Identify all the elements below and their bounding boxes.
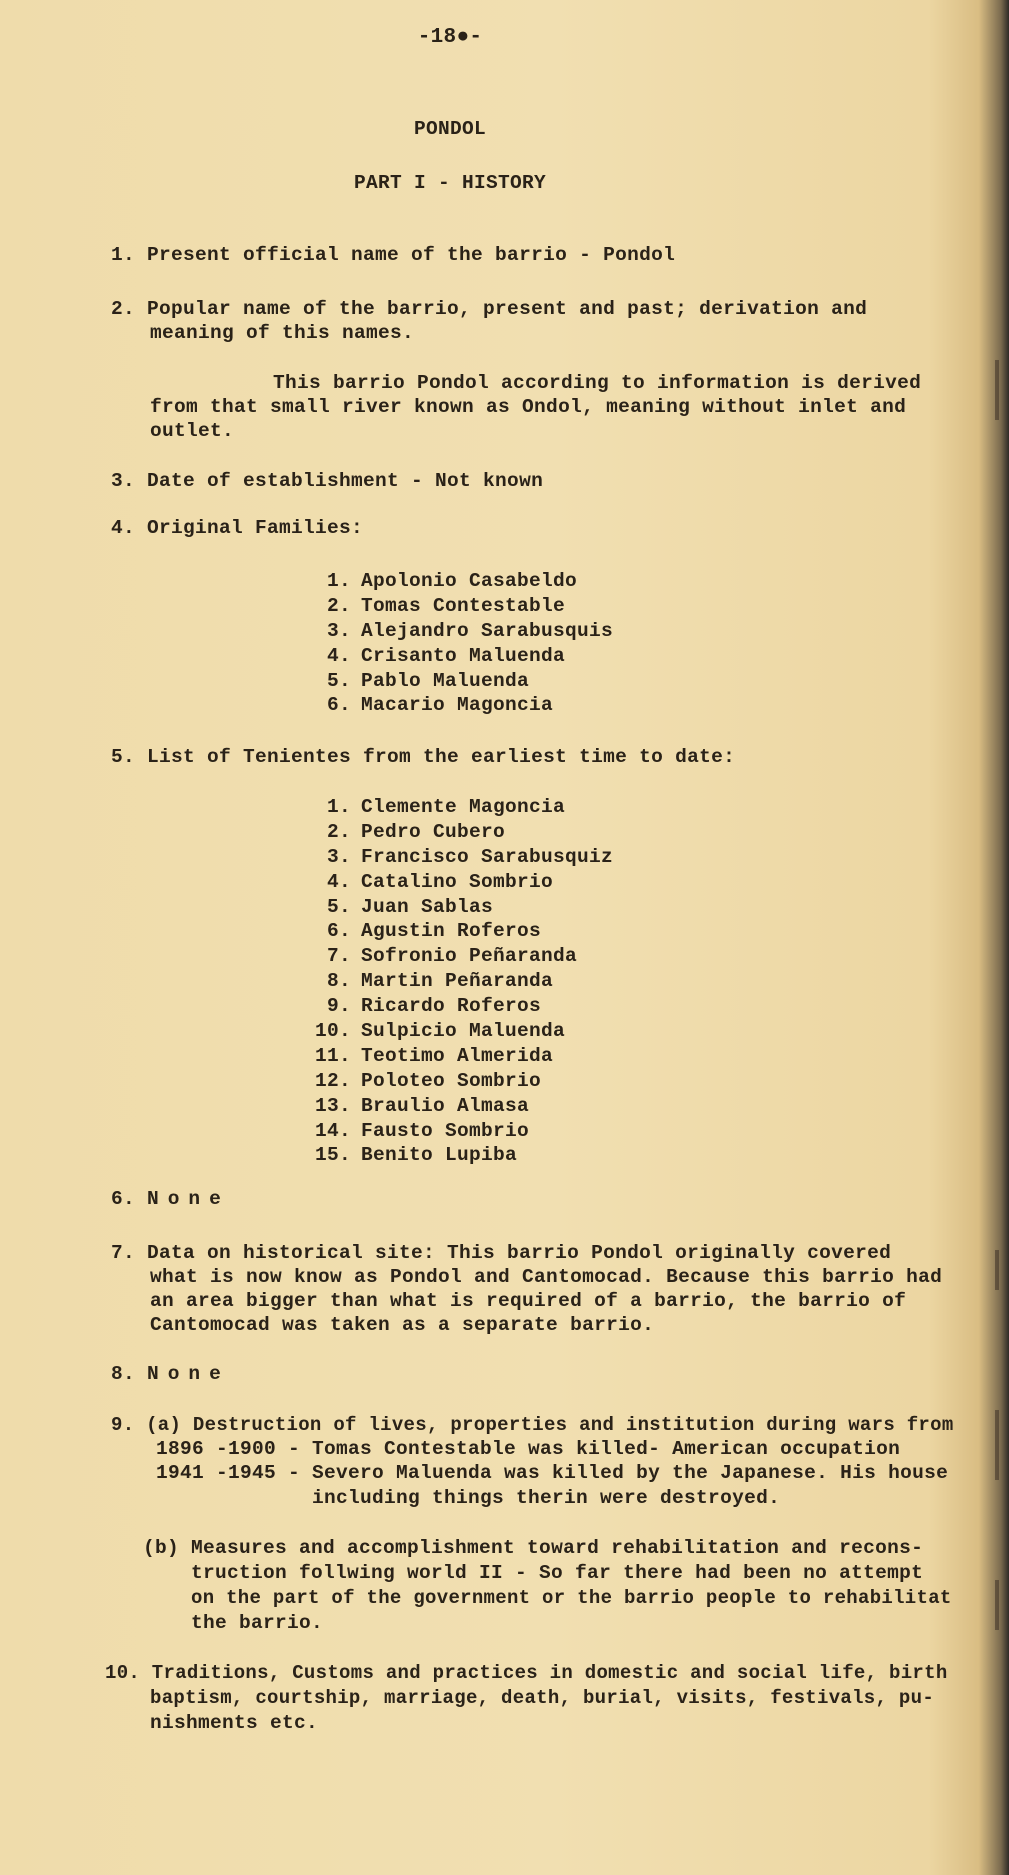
teniente-item-number: 1.: [326, 796, 351, 818]
page-edge-mark: [995, 360, 999, 420]
document-title: PONDOL: [413, 118, 486, 140]
teniente-item-number: 7.: [326, 945, 351, 968]
family-item-name: Macario Magoncia: [361, 694, 554, 717]
item-7-line-3: an area bigger than what is required of a barrio, the barrio of: [150, 1290, 907, 1312]
family-item-number: 4.: [326, 644, 351, 667]
teniente-item-name: Fausto Sombrio: [361, 1119, 530, 1142]
teniente-item: [306, 869, 613, 894]
item-5: 5. List of Tenientes from the earliest time to date:: [111, 746, 736, 768]
family-item: [306, 568, 613, 593]
teniente-item-name: Martin Peñaranda: [361, 970, 554, 993]
teniente-item-name: Benito Lupiba: [361, 1144, 518, 1167]
item-10-line-3: nishments etc.: [150, 1712, 319, 1734]
item-6-text: None: [147, 1188, 230, 1210]
teniente-item: [306, 794, 613, 819]
teniente-item-number: 10.: [314, 1020, 351, 1043]
family-item-number: 6.: [326, 694, 351, 717]
page-edge-mark: [995, 1410, 999, 1480]
teniente-item-name: Poloteo Sombrio: [361, 1069, 542, 1092]
teniente-item: [306, 1043, 613, 1068]
teniente-item: [306, 918, 613, 943]
teniente-item: [306, 819, 613, 844]
family-item-number: 5.: [326, 669, 351, 692]
teniente-item: [306, 1093, 613, 1118]
page-edge-mark: [995, 1580, 999, 1630]
teniente-item-number: 15.: [314, 1144, 351, 1167]
teniente-item: [306, 968, 613, 993]
item-1: 1. Present official name of the barrio - Pondol: [111, 244, 676, 266]
item-9a-line-4: including things therin were destroyed.: [312, 1487, 781, 1509]
item-8-number: 8.: [111, 1363, 136, 1385]
item-7-line-4: Cantomocad was taken as a separate barrio.: [150, 1314, 655, 1336]
family-item-name: Pablo Maluenda: [361, 669, 530, 692]
item-9b-line-4: the barrio.: [191, 1612, 324, 1634]
teniente-item-name: Braulio Almasa: [361, 1094, 530, 1117]
family-item-number: 1.: [326, 570, 351, 592]
page-number: -18●-: [417, 26, 483, 49]
family-item: [306, 668, 613, 693]
teniente-item-number: 11.: [314, 1044, 351, 1067]
item-9a-line-3: 1941 -1945 - Severo Maluenda was killed by the Japanese. His house: [156, 1462, 949, 1484]
teniente-item: [306, 943, 613, 968]
item-9a-line-1: 9. (a) Destruction of lives, properties and institution during wars from: [111, 1414, 954, 1436]
teniente-item: [306, 844, 613, 869]
teniente-item-name: Sofronio Peñaranda: [361, 945, 578, 968]
teniente-item-number: 8.: [326, 970, 351, 993]
teniente-item-number: 5.: [326, 895, 351, 918]
item-9b-line-3: on the part of the government or the barrio people to rehabilitat: [191, 1587, 952, 1609]
item-9b-line-1: (b) Measures and accomplishment toward rehabilitation and recons-: [143, 1537, 924, 1559]
family-item: [306, 618, 613, 643]
teniente-item-name: Juan Sablas: [361, 895, 494, 918]
item-2-paragraph-line-1: This barrio Pondol according to information is derived: [273, 372, 922, 394]
item-6: [111, 1186, 230, 1212]
teniente-item-name: Clemente Magoncia: [361, 796, 566, 818]
item-3: 3. Date of establishment - Not known: [111, 470, 544, 492]
teniente-item: [306, 894, 613, 919]
family-item-name: Alejandro Sarabusquis: [361, 619, 614, 642]
teniente-item-number: 6.: [326, 920, 351, 943]
teniente-item-name: Francisco Sarabusquiz: [361, 845, 614, 868]
family-item: [306, 593, 613, 618]
teniente-item-number: 12.: [314, 1069, 351, 1092]
family-item: [306, 643, 613, 668]
teniente-item-number: 9.: [326, 995, 351, 1018]
family-item: [306, 692, 613, 717]
item-2-paragraph-line-3: outlet.: [150, 420, 235, 442]
page-edge-mark: [995, 1250, 999, 1290]
item-10-line-2: baptism, courtship, marriage, death, burial, visits, festivals, pu-: [150, 1687, 935, 1709]
item-9b-line-2: truction follwing world II - So far there had been no attempt: [191, 1562, 924, 1584]
teniente-item-name: Pedro Cubero: [361, 820, 506, 843]
teniente-item-name: Teotimo Almerida: [361, 1044, 554, 1067]
item-6-number: 6.: [111, 1188, 136, 1210]
teniente-item-number: 2.: [326, 820, 351, 843]
teniente-item-number: 4.: [326, 870, 351, 893]
teniente-item: [306, 1142, 613, 1167]
item-4: 4. Original Families:: [111, 517, 364, 539]
original-families-list: [306, 568, 613, 717]
teniente-item-name: Catalino Sombrio: [361, 870, 554, 893]
item-8: [111, 1361, 230, 1387]
family-item-name: Tomas Contestable: [361, 594, 566, 617]
section-heading: PART I - HISTORY: [353, 172, 547, 194]
teniente-item-name: Sulpicio Maluenda: [361, 1020, 566, 1043]
family-item-name: Apolonio Casabeldo: [361, 570, 578, 592]
teniente-item: [306, 993, 613, 1018]
teniente-item: [306, 1118, 613, 1143]
teniente-item-number: 3.: [326, 845, 351, 868]
family-item-name: Crisanto Maluenda: [361, 644, 566, 667]
item-7-line-1: 7. Data on historical site: This barrio Pondol originally covered: [111, 1242, 892, 1264]
teniente-item-name: Agustin Roferos: [361, 920, 542, 943]
item-9a-line-2: 1896 -1900 - Tomas Contestable was killed- American occupation: [156, 1438, 901, 1460]
teniente-item: [306, 1018, 613, 1043]
family-item-number: 3.: [326, 619, 351, 642]
item-8-text: None: [147, 1363, 230, 1385]
item-7-line-2: what is now know as Pondol and Cantomocad. Because this barrio had: [150, 1266, 943, 1288]
item-2-line-2: meaning of this names.: [150, 322, 415, 344]
item-2-paragraph-line-2: from that small river known as Ondol, meaning without inlet and: [150, 396, 907, 418]
item-10-line-1: 10. Traditions, Customs and practices in domestic and social life, birth: [105, 1662, 948, 1684]
family-item-number: 2.: [326, 594, 351, 617]
teniente-item: [306, 1068, 613, 1093]
teniente-item-name: Ricardo Roferos: [361, 995, 542, 1018]
tenientes-list: [306, 794, 613, 1167]
item-2-line-1: 2. Popular name of the barrio, present and past; derivation and: [111, 298, 868, 320]
teniente-item-number: 13.: [314, 1094, 351, 1117]
teniente-item-number: 14.: [314, 1119, 351, 1142]
